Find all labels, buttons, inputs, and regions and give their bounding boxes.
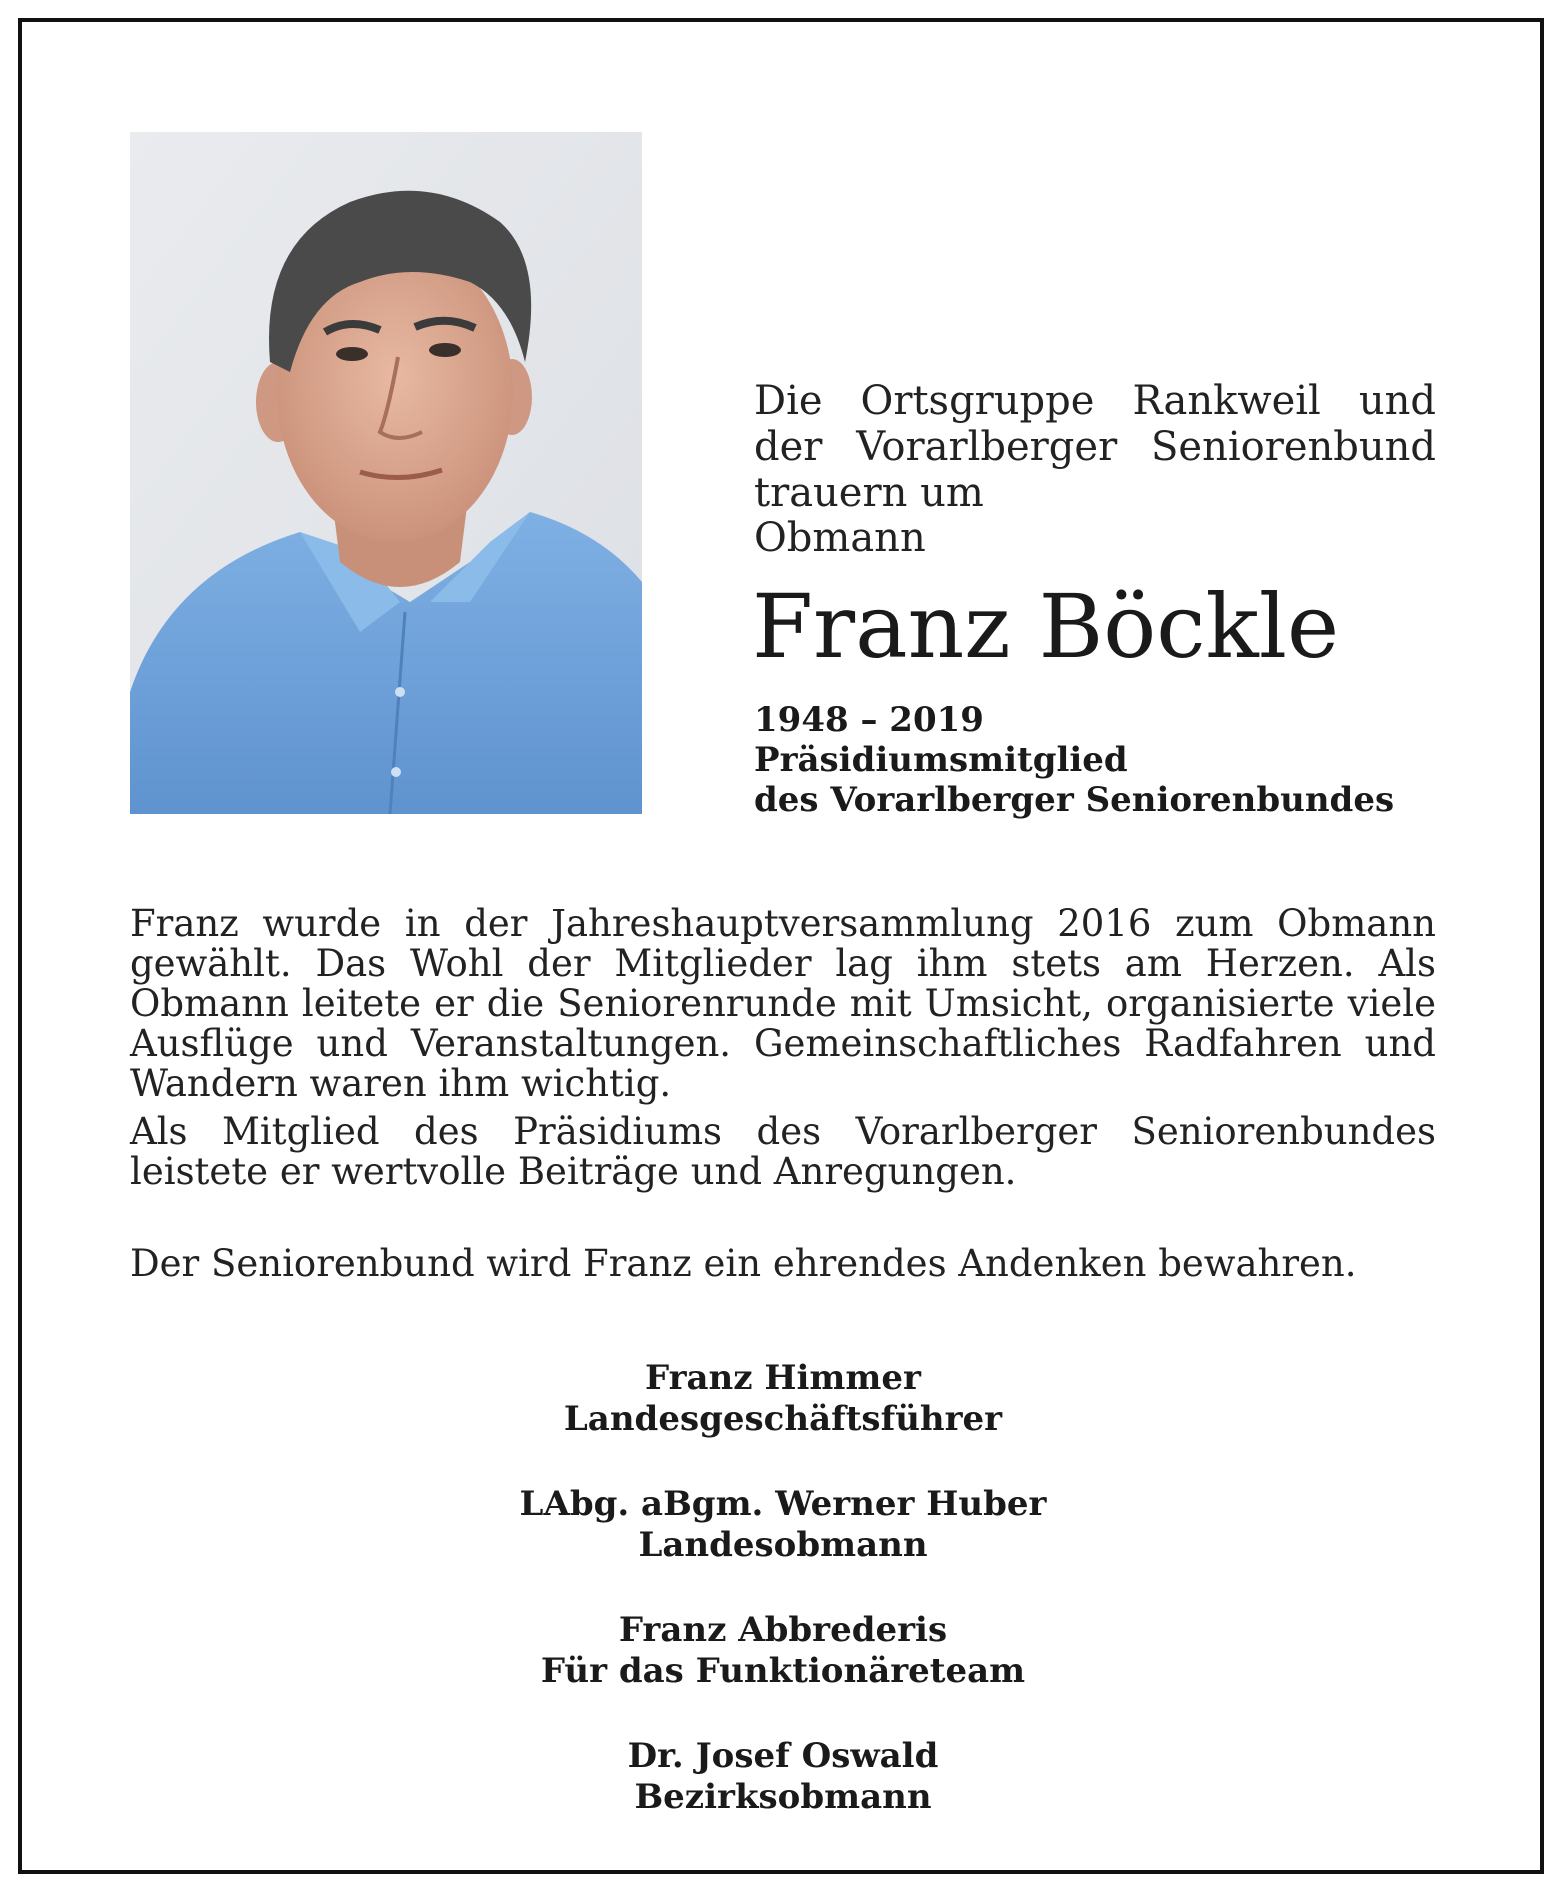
obituary-body: [130, 904, 1436, 1292]
signature-block: [130, 1358, 1436, 1862]
body-paragraph-1: Franz wurde in der Jahreshauptversammlung 2016 zum Obmann gewählt. Das Wohl der Mitglieder lag ihm stets am Herzen. Als Obmann leitete er die Seniorenrunde mit Umsicht, organisierte viele Ausflüge und Veranstaltungen. Gemeinschaftliches Radfahren und Wandern waren ihm wichtig.: [130, 902, 1436, 1105]
deceased-details: [754, 700, 1394, 820]
signatory-name: Franz Abbrederis: [618, 1610, 948, 1650]
signatory-title: Landesgeschäftsführer: [563, 1399, 1003, 1439]
signatory-title: Bezirksobmann: [634, 1777, 932, 1817]
body-paragraph-2: Als Mitglied des Präsidiums des Vorarlberger Seniorenbundes leistete er wertvolle Beiträge und Anregungen.: [130, 1110, 1436, 1193]
signatory: [130, 1484, 1436, 1566]
signatory: [130, 1610, 1436, 1692]
intro-text: Die Ortsgruppe Rankweil und der Vorarlberger Seniorenbund trauern um: [754, 378, 1436, 516]
deceased-name: Franz Böckle: [752, 575, 1340, 678]
position-line-1: Präsidiumsmitglied: [754, 740, 1128, 780]
signatory-name: Franz Himmer: [645, 1358, 921, 1398]
closing-sentence: Der Seniorenbund wird Franz ein ehrendes Andenken bewahren.: [130, 1242, 1357, 1285]
signatory-name: LAbg. aBgm. Werner Huber: [519, 1484, 1047, 1524]
portrait-photo: [130, 132, 642, 814]
signatory: [130, 1358, 1436, 1440]
signatory: [130, 1736, 1436, 1818]
signatory-title: Landesobmann: [638, 1525, 928, 1565]
life-years: 1948 – 2019: [754, 700, 984, 740]
position-line-2: des Vorarlberger Seniorenbundes: [754, 780, 1395, 820]
signatory-title: Für das Funktionäreteam: [540, 1651, 1026, 1691]
signatory-name: Dr. Josef Oswald: [627, 1736, 939, 1776]
deceased-role: Obmann: [754, 515, 926, 561]
